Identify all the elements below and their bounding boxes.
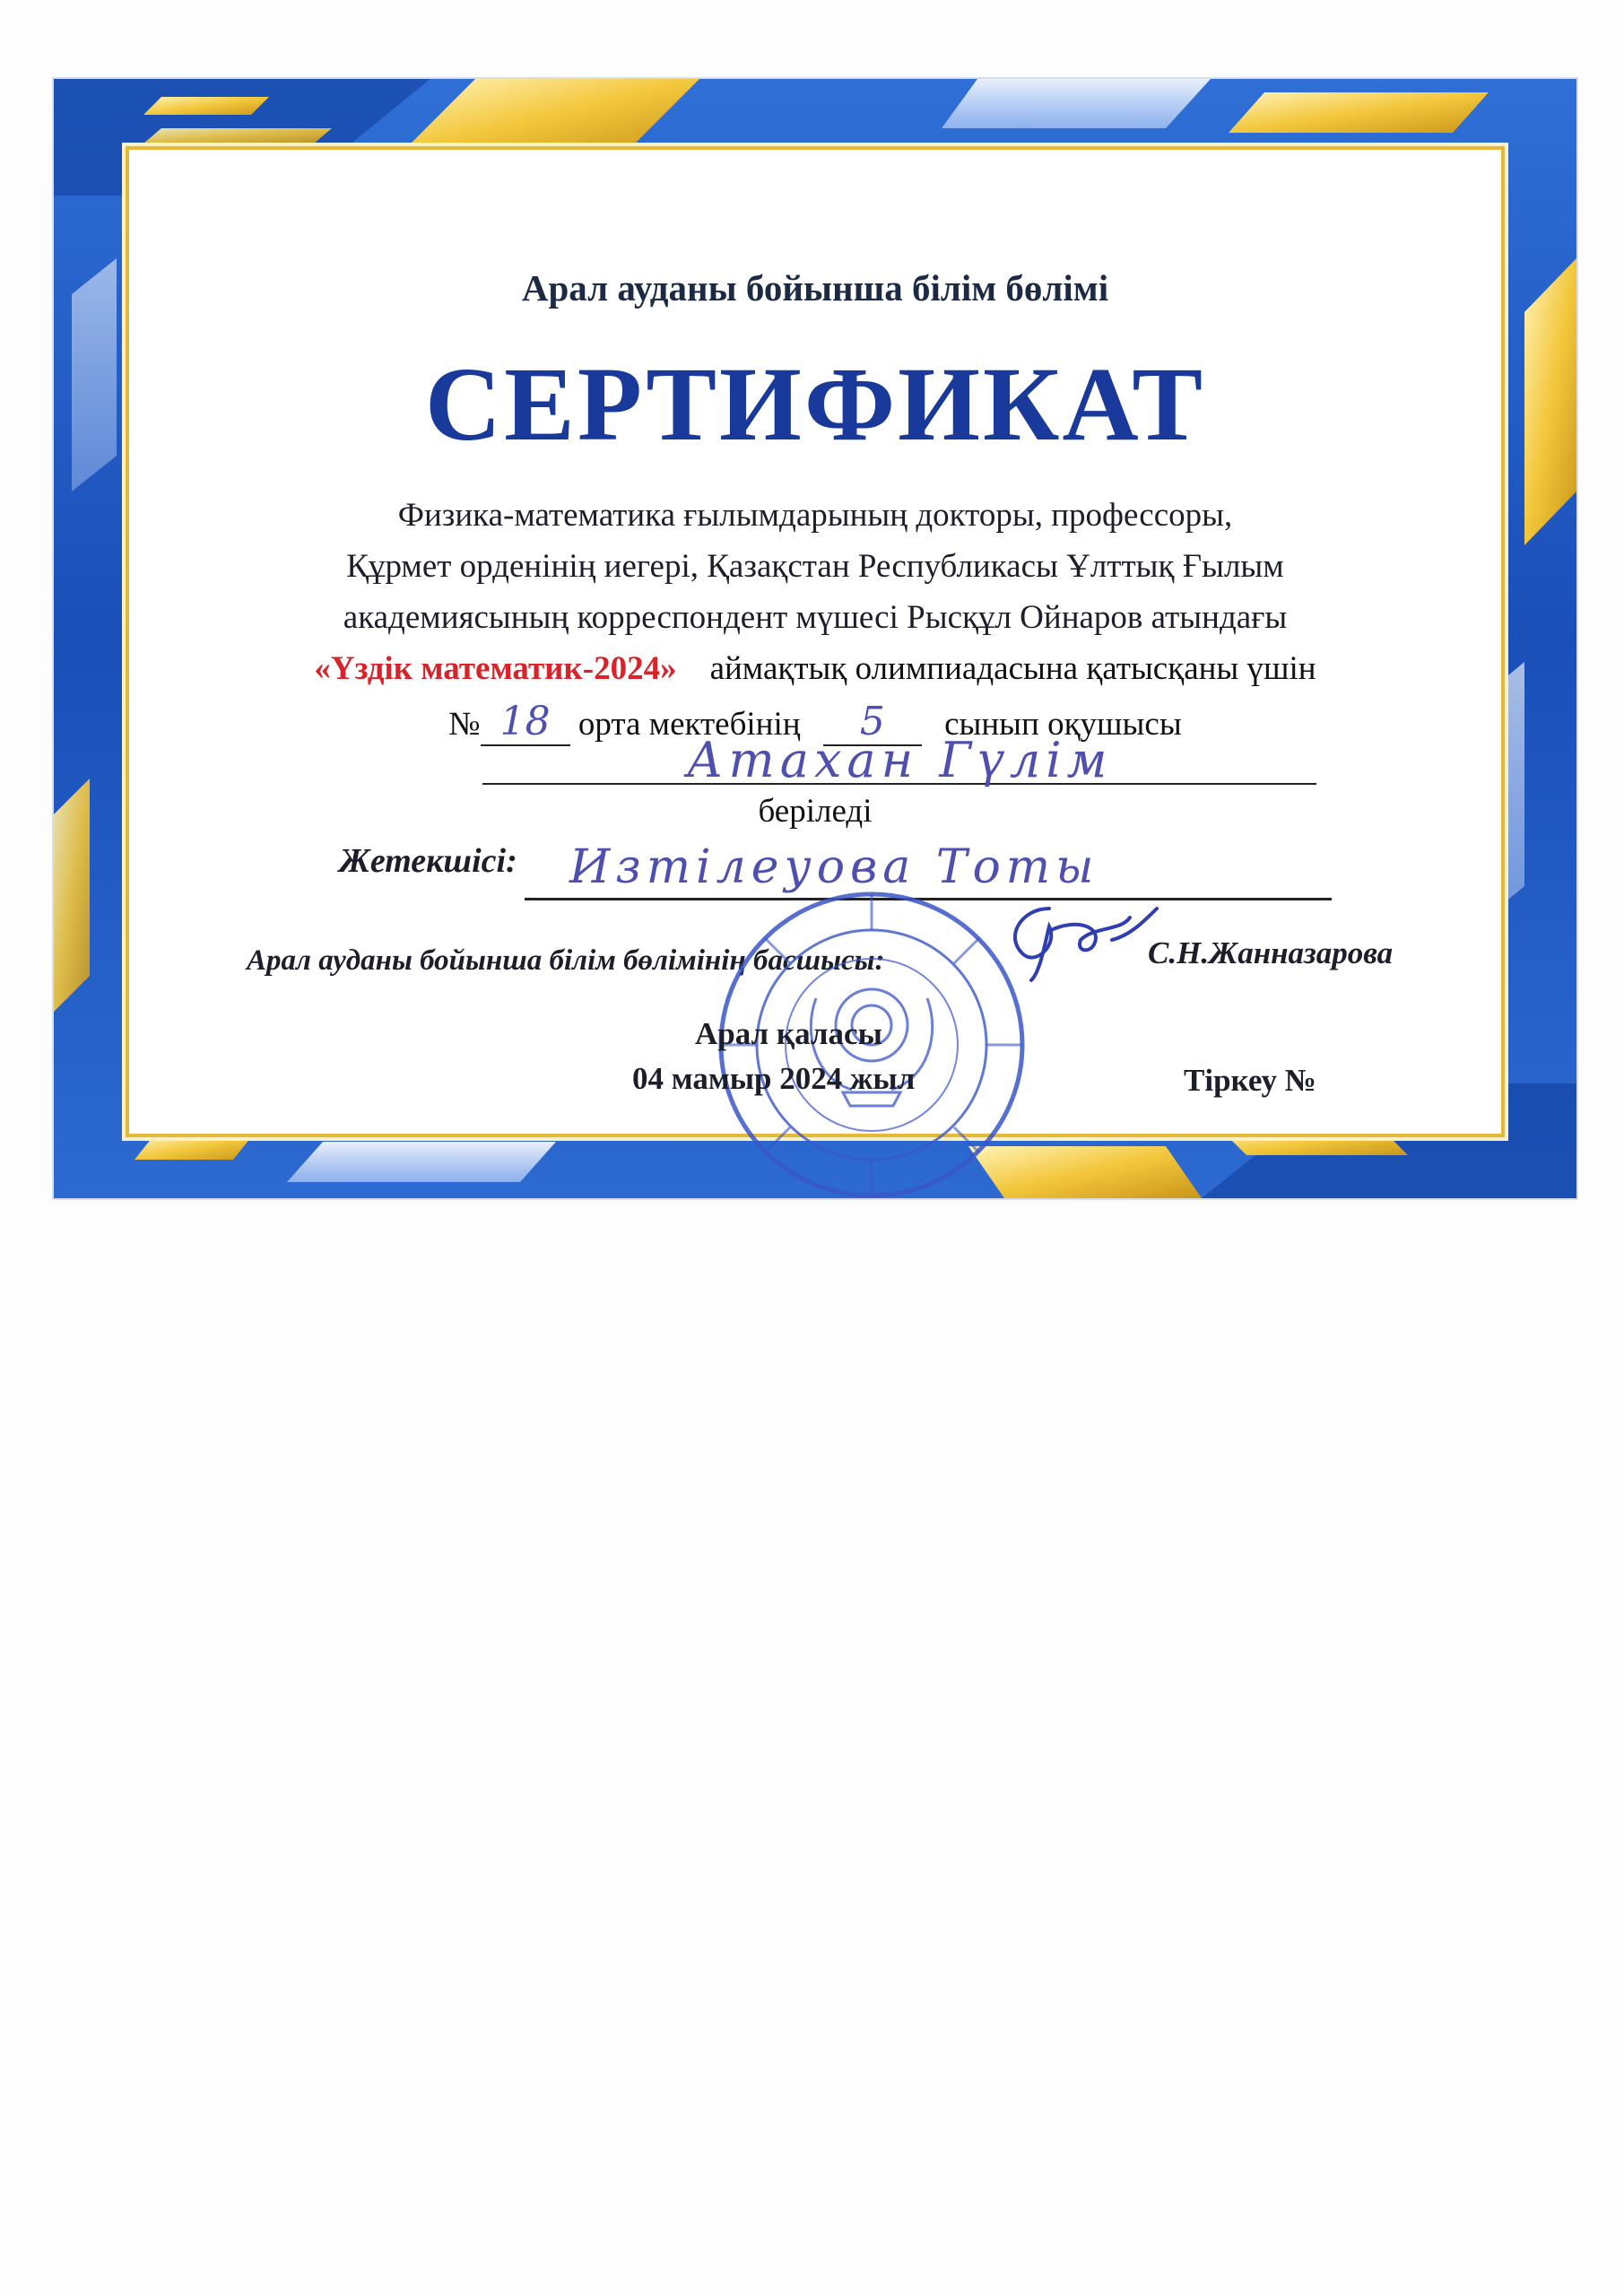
grade-number: 5	[859, 699, 885, 744]
school-number-prefix: №	[448, 706, 481, 743]
certificate-title: СЕРТИФИКАТ	[424, 345, 1206, 463]
supervisor-name: Изтілеуова Тоты	[569, 840, 1099, 894]
registration-number: Тіркеу №	[1184, 1063, 1316, 1098]
olympiad-name: «Үздік математик-2024»	[314, 650, 677, 687]
body-line-3: академиясының корреспондент мүшесі Рысқұл Ойнаров атындағы	[343, 599, 1288, 636]
school-suffix-text: сынып оқушысы	[944, 706, 1182, 743]
city: Арал қаласы	[695, 1016, 882, 1051]
issue-date: 04 мамыр 2024 жыл	[632, 1061, 916, 1096]
body-line-1: Физика-математика ғылымдарының докторы, профессоры,	[397, 497, 1233, 534]
supervisor-label: Жетекшісі:	[339, 842, 517, 880]
olympiad-suffix: аймақтық олимпиадасына қатысқаны үшін	[709, 650, 1316, 687]
school-number: 18	[499, 699, 551, 744]
head-name: С.Н.Жанназарова	[1148, 935, 1394, 970]
head-label: Арал ауданы бойынша білім бөлімінің басшысы:	[247, 944, 885, 977]
body-line-2: Құрмет орденінің иегері, Қазақстан Республикасы Ұлттық Ғылым	[346, 548, 1284, 585]
department-title: Арал ауданы бойынша білім бөлімі	[521, 267, 1109, 309]
student-name: Атахан Гүлім	[686, 732, 1113, 788]
school-mid-text: орта мектебінің	[578, 706, 801, 743]
student-name-line	[482, 729, 1316, 788]
certificate-inner-panel	[135, 155, 1496, 1128]
olympiad-line	[135, 649, 1496, 688]
given-text: беріледі	[758, 793, 873, 830]
certificate	[54, 79, 1576, 1198]
